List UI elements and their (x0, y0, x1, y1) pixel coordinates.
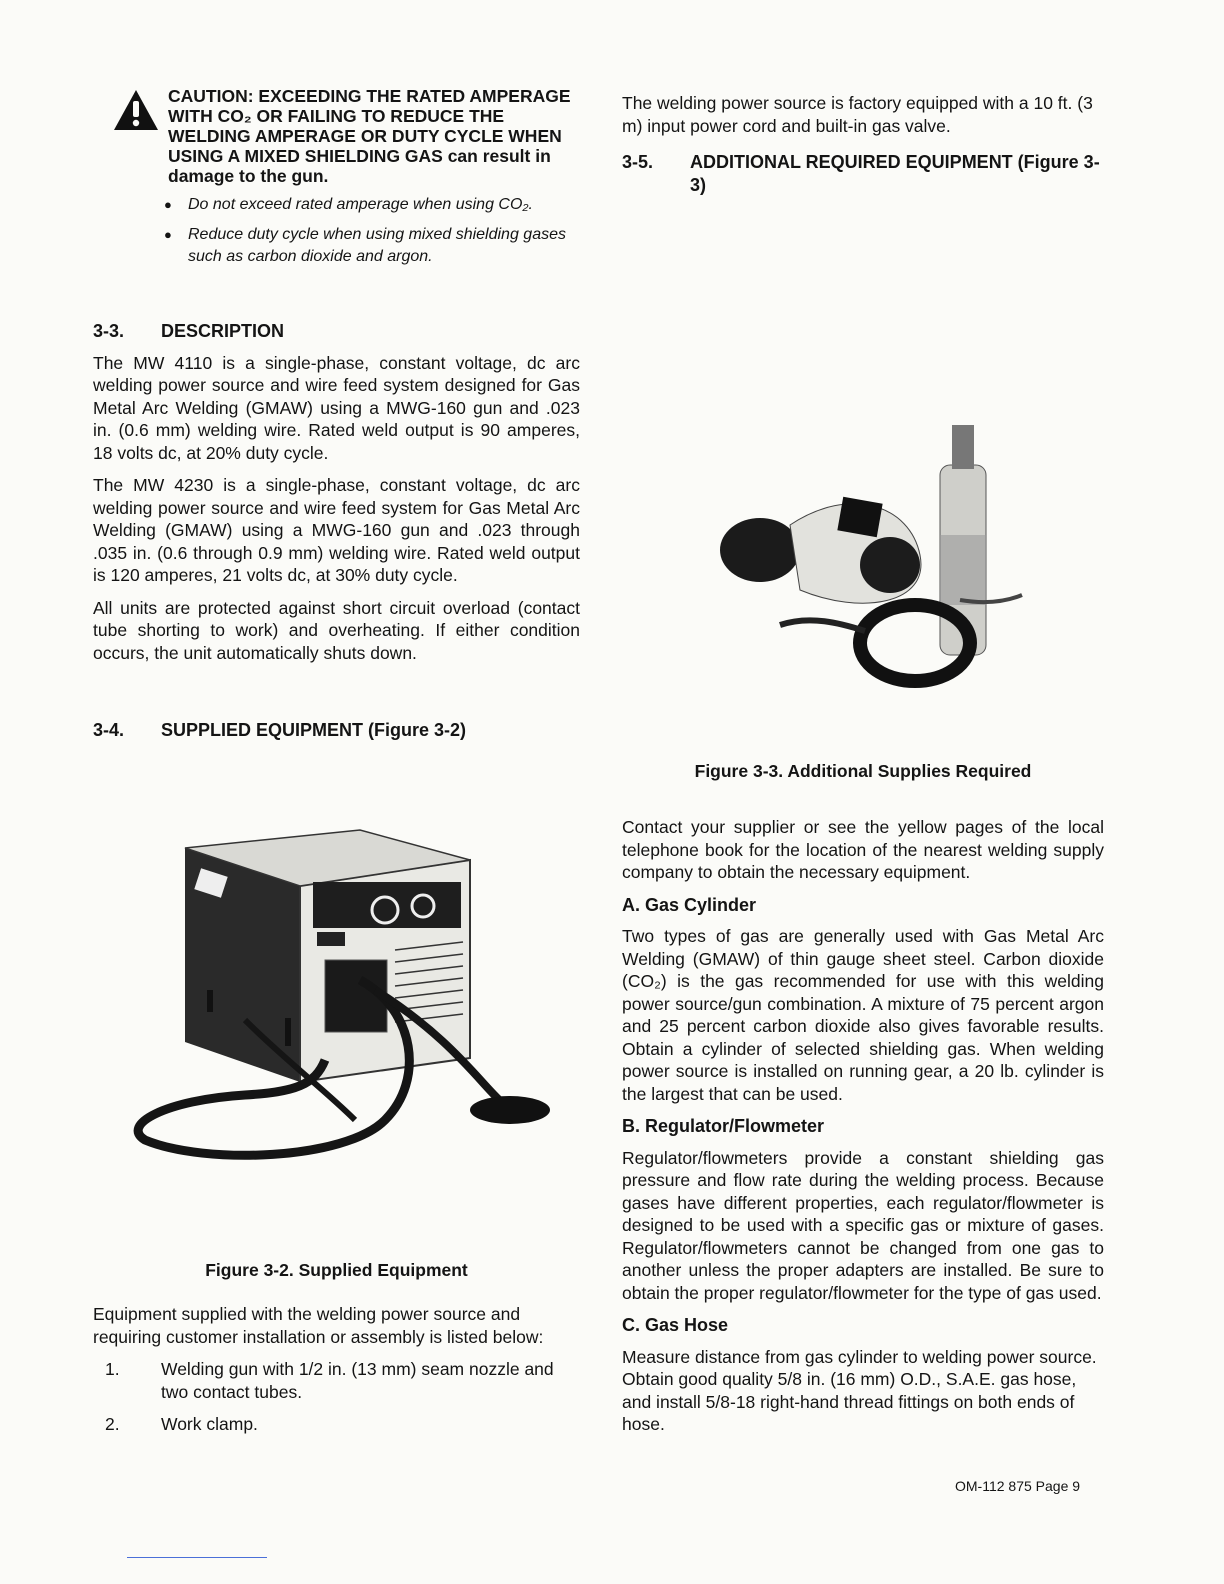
list-text: Welding gun with 1/2 in. (13 mm) seam nozzle and two contact tubes. (161, 1359, 554, 1402)
section-title: SUPPLIED EQUIPMENT (Figure 3-2) (161, 720, 467, 740)
caution-block (112, 86, 582, 276)
list-item (93, 1358, 580, 1403)
caution-bullet: ● Do not exceed rated amperage when using CO₂. (164, 194, 582, 216)
paragraph-power-cord: The welding power source is factory equipped with a 10 ft. (3 m) input power cord and built-in gas valve. (622, 93, 1093, 136)
figure-3-2-image (125, 820, 565, 1205)
section-3-5-body (622, 816, 1104, 1446)
paragraph-regulator: Regulator/flowmeters provide a constant shielding gas pressure and flow rate during the welding process. Because gases have different properties, each regulator/flowmeter is designed to be used with a specific gas or mixture of gases. Regulator/flowmeters cannot be changed from one gas to another unless the proper adapters are installed. Be sure to obtain the proper regulator/flowmeter for the type of gas used. (622, 1147, 1104, 1303)
section-heading (93, 719, 580, 742)
section-number: 3-3. (93, 321, 125, 341)
paragraph-gas-hose: Measure distance from gas cylinder to welding power source. Obtain good quality 5/8 in. (16 mm) O.D., S.A.E. gas hose, and install 5/8-18 right-hand thread fittings on both ends of hose. (622, 1346, 1097, 1434)
paragraph-protection: All units are protected against short circuit overload (contact tube shorting to work) and overheating. If either condition occurs, the unit automatically shuts down. (93, 597, 580, 663)
divider-line (127, 1557, 267, 1558)
paragraph-contact-supplier: Contact your supplier or see the yellow pages of the local telephone book for the location of the nearest welding supply company to obtain the necessary equipment. (622, 817, 1104, 882)
caution-bullets (164, 194, 582, 268)
subheading-gas-cylinder: A. Gas Cylinder (622, 894, 757, 915)
subheading-gas-hose: C. Gas Hose (622, 1315, 729, 1335)
section-title: DESCRIPTION (161, 321, 285, 341)
caution-heading: CAUTION: EXCEEDING THE RATED AMPERAGE WITH CO₂ OR FAILING TO REDUCE THE WELDING AMPERAGE OR DUTY CYCLE WHEN USING A MIXED SHIELDING GAS can result in damage to the gun. (168, 86, 571, 186)
paragraph-gas-cylinder: Two types of gas are generally used with Gas Metal Arc Welding (GMAW) of thin gauge sheet steel. Carbon dioxide (CO₂) is the gas recommended for use with this welding power source/gun combination. A mixture of 75 percent argon and 25 percent carbon dioxide also gives favorable results. Obtain a cylinder of selected shielding gas. When welding power source is installed on running gear, a 20 lb. cylinder is the largest that can be used. (622, 926, 1104, 1104)
supplied-list (93, 1358, 580, 1436)
list-text: Work clamp. (161, 1414, 258, 1434)
paragraph-mw4230: The MW 4230 is a single-phase, constant voltage, dc arc welding power source and wire feed system for Gas Metal Arc Welding (GMAW) using a MWG-160 gun and .023 through .035 in. (0.6 through 0.9 mm) welding wire. Rated weld output is 120 amperes, 21 volts dc, at 30% duty cycle. (93, 475, 580, 585)
section-3-4-body (93, 1303, 580, 1446)
list-item (93, 1413, 580, 1436)
warning-triangle-icon (112, 88, 160, 132)
paragraph-supplied-intro: Equipment supplied with the welding power source and requiring customer installation or assembly is listed below: (93, 1304, 544, 1347)
section-number: 3-5. (622, 152, 654, 172)
subheading-regulator: B. Regulator/Flowmeter (622, 1116, 825, 1136)
section-3-3 (93, 320, 580, 674)
right-column-top (622, 92, 1104, 205)
figure-3-3-caption: Figure 3-3. Additional Supplies Required (694, 761, 1032, 781)
section-3-4-heading-wrap (93, 719, 580, 751)
list-number: 2. (105, 1414, 120, 1434)
section-number: 3-4. (93, 720, 125, 740)
section-heading (93, 320, 580, 343)
figure-3-3-image (690, 385, 1030, 705)
caution-bullet: ● Reduce duty cycle when using mixed shielding gases such as carbon dioxide and argon. (164, 224, 582, 268)
list-number: 1. (105, 1359, 120, 1379)
paragraph-mw4110: The MW 4110 is a single-phase, constant voltage, dc arc welding power source and wire feed system designed for Gas Metal Arc Welding (GMAW) using a MWG-160 gun and .023 in. (0.6 mm) welding wire. Rated weld output is 90 amperes, 18 volts dc, at 20% duty cycle. (93, 352, 580, 463)
page-footer: OM-112 875 Page 9 (955, 1478, 1081, 1494)
section-title: ADDITIONAL REQUIRED EQUIPMENT (Figure 3-3) (690, 152, 1100, 195)
figure-3-2-caption: Figure 3-2. Supplied Equipment (205, 1260, 468, 1280)
section-heading (622, 151, 1104, 196)
